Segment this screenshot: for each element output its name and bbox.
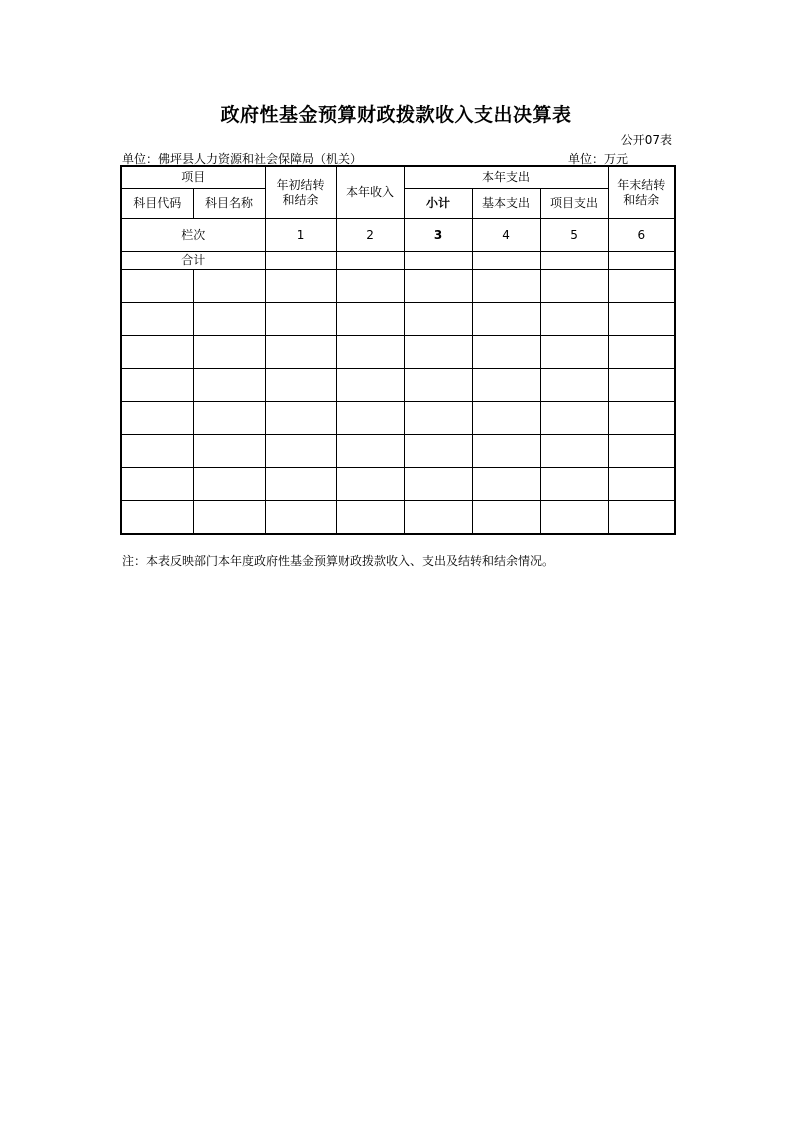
column-number-3: 3	[404, 219, 472, 252]
table-row	[121, 468, 675, 501]
table-cell	[193, 270, 265, 303]
table-cell	[608, 468, 675, 501]
header-begin-balance	[265, 166, 336, 219]
table-cell	[472, 402, 540, 435]
table-cell	[265, 402, 336, 435]
form-code: 公开07表	[620, 133, 672, 147]
table-cell	[404, 369, 472, 402]
header-current-income: 本年收入	[336, 166, 404, 219]
total-cell	[265, 252, 336, 270]
table-row	[121, 402, 675, 435]
table-cell	[121, 303, 193, 336]
table-cell	[336, 369, 404, 402]
table-cell	[193, 303, 265, 336]
table-cell	[608, 303, 675, 336]
total-cell	[472, 252, 540, 270]
footnote: 注：本表反映部门本年度政府性基金预算财政拨款收入、支出及结转和结余情况。	[122, 554, 555, 568]
table-cell	[265, 303, 336, 336]
table-cell	[193, 336, 265, 369]
table-cell	[404, 270, 472, 303]
table-cell	[121, 468, 193, 501]
total-cell	[608, 252, 675, 270]
table-cell	[540, 468, 608, 501]
table-cell	[608, 369, 675, 402]
table-row	[121, 303, 675, 336]
column-number-5: 5	[540, 219, 608, 252]
column-number-1: 1	[265, 219, 336, 252]
column-number-label: 栏次	[121, 219, 265, 252]
table-cell	[540, 435, 608, 468]
table-cell	[540, 270, 608, 303]
budget-table	[120, 165, 676, 535]
table-cell	[540, 501, 608, 535]
table-cell	[121, 501, 193, 535]
header-end-balance-label: 年末结转 和结余	[617, 177, 666, 207]
header-subject-code: 科目代码	[121, 189, 193, 219]
table-cell	[336, 270, 404, 303]
unit-currency: 单位：万元	[568, 152, 629, 166]
table-cell	[404, 336, 472, 369]
column-number-row	[121, 219, 675, 252]
header-current-expense: 本年支出	[404, 166, 608, 189]
table-cell	[472, 336, 540, 369]
total-cell	[404, 252, 472, 270]
header-begin-balance-label: 年初结转 和结余	[276, 177, 325, 207]
header-row-1	[121, 166, 675, 189]
table-cell	[540, 369, 608, 402]
table-cell	[265, 336, 336, 369]
table-cell	[472, 435, 540, 468]
table-cell	[404, 402, 472, 435]
table-cell	[336, 468, 404, 501]
column-number-2: 2	[336, 219, 404, 252]
table-cell	[472, 468, 540, 501]
table-cell	[193, 402, 265, 435]
table-cell	[193, 369, 265, 402]
table-cell	[121, 435, 193, 468]
table-cell	[608, 270, 675, 303]
table-cell	[472, 501, 540, 535]
table-cell	[193, 501, 265, 535]
table-cell	[336, 336, 404, 369]
table-cell	[336, 303, 404, 336]
column-number-4: 4	[472, 219, 540, 252]
header-basic-expense: 基本支出	[472, 189, 540, 219]
table-cell	[336, 501, 404, 535]
unit-organization: 单位：佛坪县人力资源和社会保障局（机关）	[122, 152, 363, 166]
table-cell	[404, 303, 472, 336]
table-cell	[472, 369, 540, 402]
header-subject-name: 科目名称	[193, 189, 265, 219]
header-end-balance	[608, 166, 675, 219]
column-number-6: 6	[608, 219, 675, 252]
table-cell	[404, 501, 472, 535]
table-row	[121, 501, 675, 535]
header-subtotal: 小计	[404, 189, 472, 219]
total-label: 合计	[121, 252, 265, 270]
page-title: 政府性基金预算财政拨款收入支出决算表	[220, 104, 572, 126]
table-cell	[404, 435, 472, 468]
table-cell	[608, 501, 675, 535]
header-project-expense: 项目支出	[540, 189, 608, 219]
table-cell	[404, 468, 472, 501]
table-cell	[193, 435, 265, 468]
table-cell	[193, 468, 265, 501]
table-row	[121, 336, 675, 369]
table-cell	[336, 435, 404, 468]
table-cell	[265, 369, 336, 402]
table-cell	[121, 336, 193, 369]
table-row	[121, 435, 675, 468]
table-cell	[265, 270, 336, 303]
total-cell	[336, 252, 404, 270]
table-cell	[540, 402, 608, 435]
table-cell	[608, 435, 675, 468]
table-cell	[608, 336, 675, 369]
table-cell	[121, 270, 193, 303]
table-cell	[121, 369, 193, 402]
table-cell	[540, 336, 608, 369]
table-cell	[265, 435, 336, 468]
table-cell	[540, 303, 608, 336]
table-row	[121, 270, 675, 303]
table-cell	[608, 402, 675, 435]
header-project: 项目	[121, 166, 265, 189]
total-row	[121, 252, 675, 270]
table-row	[121, 369, 675, 402]
table-cell	[121, 402, 193, 435]
table-cell	[336, 402, 404, 435]
table-cell	[265, 468, 336, 501]
total-cell	[540, 252, 608, 270]
table-cell	[472, 270, 540, 303]
table-cell	[265, 501, 336, 535]
table-cell	[472, 303, 540, 336]
